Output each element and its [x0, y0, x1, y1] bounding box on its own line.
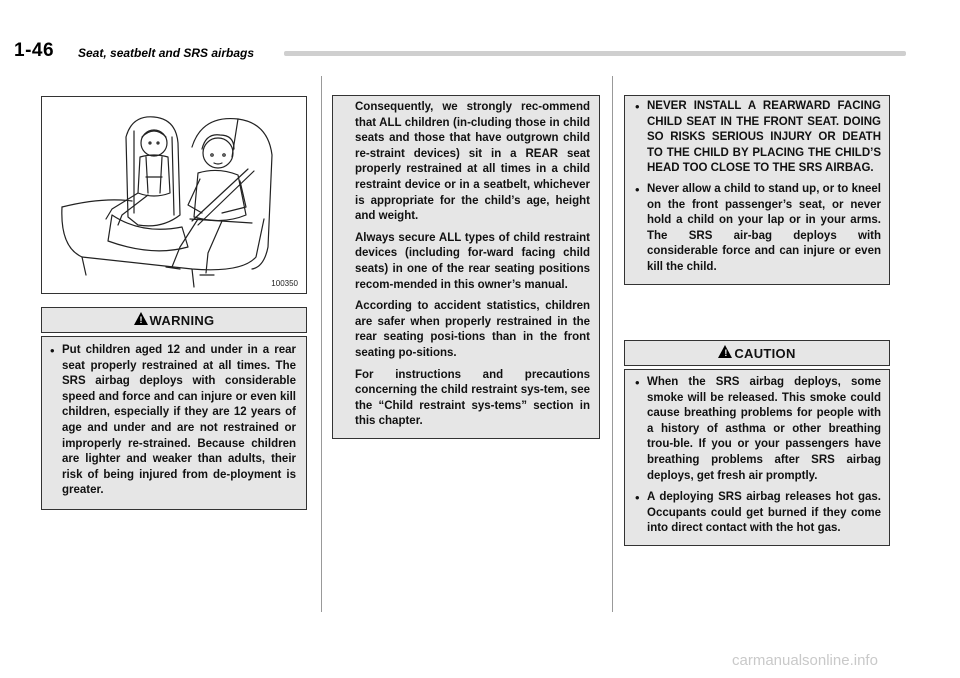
- caution-bullet: [635, 490, 881, 537]
- child-seat-illustration: [42, 97, 306, 293]
- warning-bullet-text: Put children aged 12 and under in a rear seat properly restrained at all times. The SRS airbag deploys with considerable speed and force and can injure or even kill children, especially if they are 12 years of age and under and are not restrained or improperly re-strained. Because children are lighter and weaker than adults, their risk of being injured from de-ployment is greater.: [62, 344, 296, 497]
- caution-box: [624, 369, 890, 546]
- middle-paragraph: Always secure ALL types of child restraint devices (including for-ward facing child seats) in one of the rear seating positions recom-mended in this owner’s manual.: [355, 231, 590, 291]
- caution-banner: [624, 340, 890, 366]
- page-header: [14, 40, 894, 62]
- column-divider-right: [612, 76, 613, 612]
- right-bullet-text: NEVER INSTALL A REARWARD FACING CHILD SEAT IN THE FRONT SEAT. DOING SO RISKS SERIOUS INJURY OR DEATH TO THE CHILD BY PLACING THE CHILD’S HEAD TOO CLOSE TO THE SRS AIRBAG.: [647, 100, 881, 175]
- warning-triangle-icon: !: [134, 312, 148, 325]
- caution-bullet-text: When the SRS airbag deploys, some smoke will be released. This smoke could cause breathing problems for people with a history of asthma or other breathing trou-ble. If you or your passengers have breathing problems after SRS airbag deploys, get fresh air promptly.: [647, 376, 881, 482]
- right-bullet-text: Never allow a child to stand up, or to kneel on the front passenger’s seat, or never hold a child on your lap or in your arms. The SRS air-bag deploys with considerable force and can injure or even kill the child.: [647, 182, 881, 273]
- caution-bullet: [635, 375, 881, 484]
- column-divider-left: [321, 76, 322, 612]
- right-bullet: [635, 182, 881, 276]
- middle-paragraph: For instructions and precautions concerning the child restraint sys-tem, see the “Child restraint sys-tems” section in this chapter.: [355, 368, 590, 428]
- warning-bullet: [50, 343, 296, 499]
- bullet-dot-icon: •: [635, 181, 640, 197]
- middle-paragraph: According to accident statistics, children are safer when properly restrained in the rear seating posi-tions than in the front seating po-sitions.: [355, 300, 590, 359]
- caution-triangle-icon: !: [718, 345, 732, 358]
- section-title: Seat, seatbelt and SRS airbags: [78, 46, 255, 60]
- caution-bullet-text: A deploying SRS airbag releases hot gas. Occupants could get burned if they come into direct contact with the hot gas.: [647, 491, 881, 535]
- warning-banner: [41, 307, 307, 333]
- middle-text-box: [332, 95, 600, 439]
- figure-number: 100350: [271, 279, 298, 288]
- right-bullet: [635, 99, 881, 177]
- warning-label: WARNING: [149, 312, 215, 328]
- bullet-dot-icon: •: [635, 375, 640, 390]
- middle-paragraph: Consequently, we strongly rec-ommend that ALL children (in-cluding those in child seats and those that have outgrown child re-straint devices) sit in a REAR seat properly restrained at all times in a child restraint device or in a seatbelt, whichever is appropriate for the child’s age, height and weight.: [355, 101, 590, 223]
- right-warning-box: [624, 95, 890, 285]
- watermark: carmanualsonline.info: [732, 652, 878, 669]
- caution-label: CAUTION: [734, 345, 796, 361]
- page-number: 1-46: [14, 40, 55, 61]
- warning-box: [41, 336, 307, 510]
- bullet-dot-icon: •: [635, 99, 640, 114]
- bullet-dot-icon: •: [635, 490, 640, 506]
- illustration-figure: [41, 96, 307, 294]
- header-rule: [284, 51, 906, 56]
- bullet-dot-icon: •: [50, 343, 55, 358]
